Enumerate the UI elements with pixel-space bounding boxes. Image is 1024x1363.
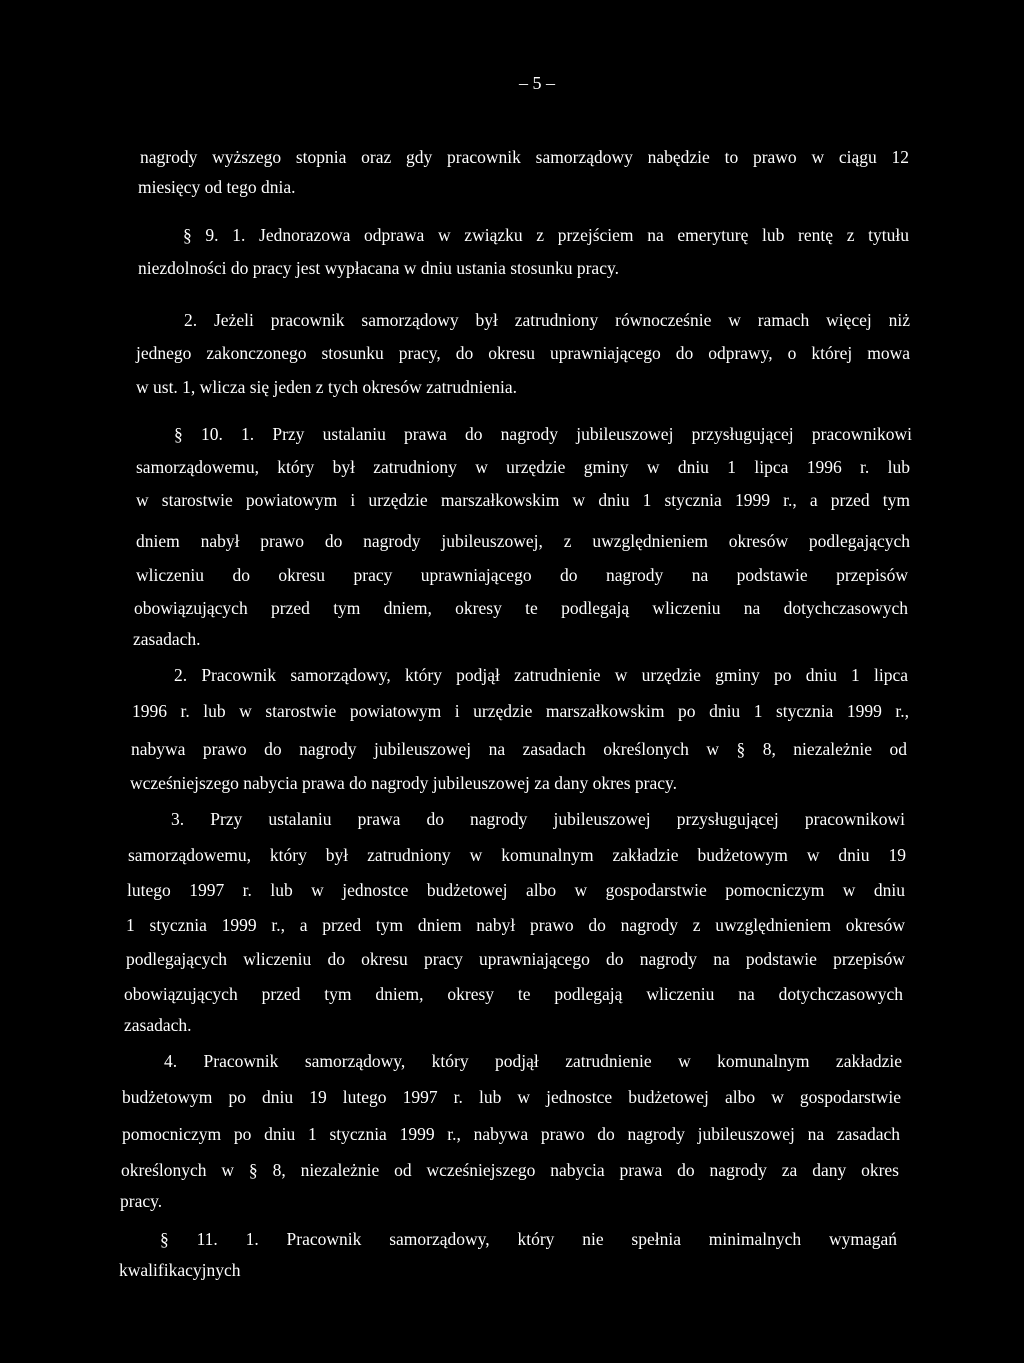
- text-line: § 9. 1. Jednorazowa odprawa w związku z przejściem na emeryturę lub rentę z tytułu: [183, 225, 909, 245]
- text-line: nagrody wyższego stopnia oraz gdy pracownik samorządowy nabędzie to prawo w ciągu 12: [140, 147, 909, 167]
- text-line: lutego 1997 r. lub w jednostce budżetowej albo w gospodarstwie pomocniczym w dniu: [127, 880, 905, 900]
- text-line: 2. Jeżeli pracownik samorządowy był zatrudniony równocześnie w ramach więcej niż: [184, 310, 910, 330]
- text-line: obowiązujących przed tym dniem, okresy te podlegają wliczeniu na dotychczasowych: [134, 598, 908, 618]
- text-line: pomocniczym po dniu 1 stycznia 1999 r., nabywa prawo do nagrody jubileuszowej na zasadach: [122, 1124, 900, 1144]
- text-line: 3. Przy ustalaniu prawa do nagrody jubileuszowej przysługującej pracownikowi: [171, 809, 905, 829]
- text-line: § 10. 1. Przy ustalaniu prawa do nagrody jubileuszowej przysługującej pracownikowi: [174, 424, 912, 444]
- text-line: w starostwie powiatowym i urzędzie marszałkowskim w dniu 1 stycznia 1999 r., a przed tym: [136, 490, 910, 510]
- text-line: zasadach.: [133, 629, 201, 649]
- text-line: samorządowemu, który był zatrudniony w urzędzie gminy w dniu 1 lipca 1996 r. lub: [136, 457, 910, 477]
- text-line: § 11. 1. Pracownik samorządowy, który nie spełnia minimalnych wymagań: [160, 1229, 897, 1249]
- text-line: zasadach.: [124, 1015, 192, 1035]
- text-line: kwalifikacyjnych: [119, 1260, 241, 1280]
- text-line: jednego zakonczonego stosunku pracy, do okresu uprawniającego do odprawy, o której mowa: [136, 343, 910, 363]
- text-line: pracy.: [120, 1191, 163, 1211]
- text-line: dniem nabył prawo do nagrody jubileuszowej, z uwzględnieniem okresów podlegających: [136, 531, 910, 551]
- text-line: obowiązujących przed tym dniem, okresy te podlegają wliczeniu na dotychczasowych: [124, 984, 903, 1004]
- text-line: 1 stycznia 1999 r., a przed tym dniem nabył prawo do nagrody z uwzględnieniem okresów: [126, 915, 905, 935]
- text-line: 1996 r. lub w starostwie powiatowym i urzędzie marszałkowskim po dniu 1 stycznia 1999 r.,: [132, 701, 909, 721]
- text-line: miesięcy od tego dnia.: [138, 177, 296, 197]
- text-line: wliczeniu do okresu pracy uprawniającego do nagrody na podstawie przepisów: [136, 565, 908, 585]
- text-line: 4. Pracownik samorządowy, który podjął zatrudnienie w komunalnym zakładzie: [164, 1051, 902, 1071]
- text-line: nabywa prawo do nagrody jubileuszowej na zasadach określonych w § 8, niezależnie od: [131, 739, 907, 759]
- text-line: wcześniejszego nabycia prawa do nagrody jubileuszowej za dany okres pracy.: [130, 773, 677, 793]
- text-line: niezdolności do pracy jest wypłacana w dniu ustania stosunku pracy.: [138, 258, 619, 278]
- page-number: – 5 –: [519, 73, 555, 93]
- text-line: określonych w § 8, niezależnie od wcześniejszego nabycia prawa do nagrody za dany okres: [121, 1160, 899, 1180]
- text-line: 2. Pracownik samorządowy, który podjął zatrudnienie w urzędzie gminy po dniu 1 lipca: [174, 665, 908, 685]
- text-line: samorządowemu, który był zatrudniony w komunalnym zakładzie budżetowym w dniu 19: [128, 845, 906, 865]
- text-line: budżetowym po dniu 19 lutego 1997 r. lub w jednostce budżetowej albo w gospodarstwie: [122, 1087, 901, 1107]
- text-line: podlegających wliczeniu do okresu pracy uprawniającego do nagrody na podstawie przepisów: [126, 949, 905, 969]
- text-line: w ust. 1, wlicza się jeden z tych okresów zatrudnienia.: [136, 377, 517, 397]
